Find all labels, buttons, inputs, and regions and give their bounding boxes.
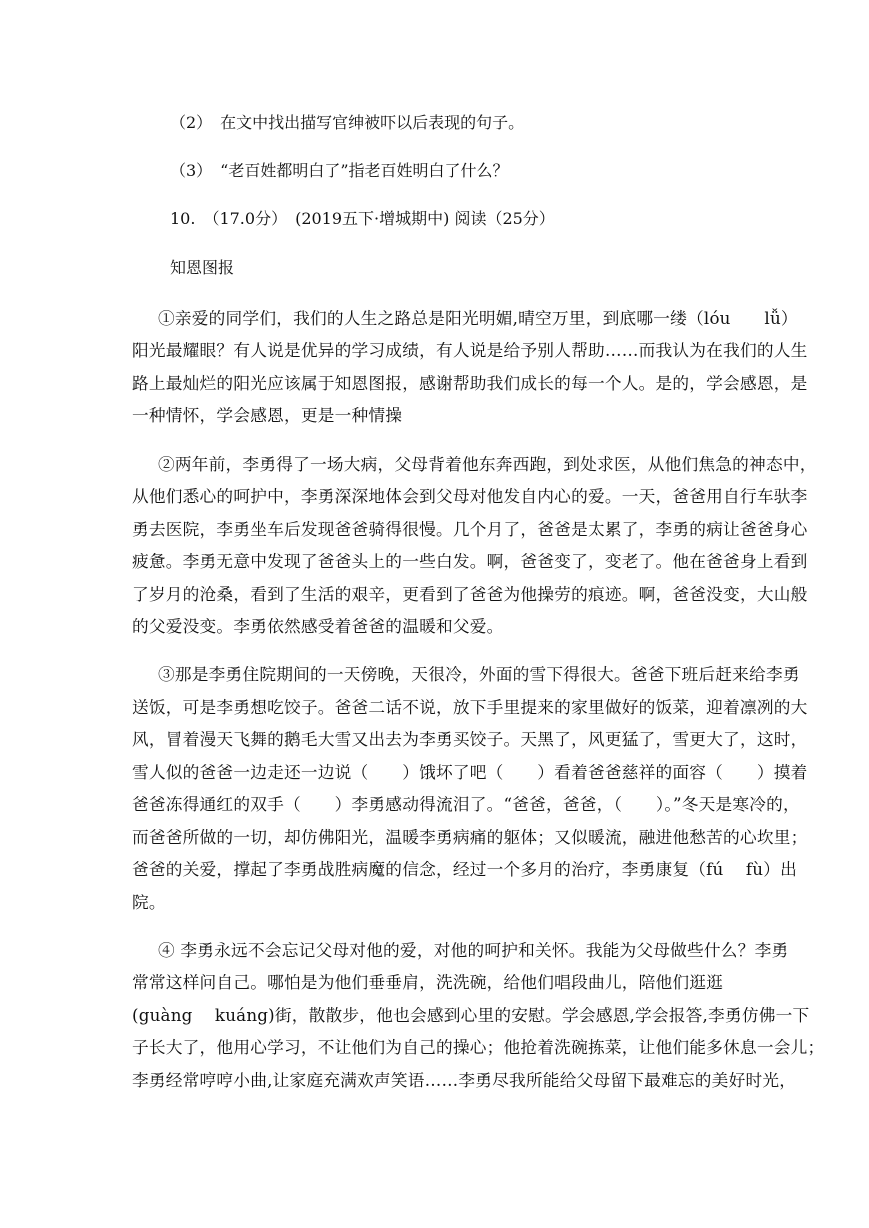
paragraph-3-line-7: 爸爸的关爱，撑起了李勇战胜病魔的信念，经过一个多月的治疗，李勇康复（fú fù）出 xyxy=(132,859,797,879)
paragraph-2-line-6: 的父爱没变。李勇依然感受着爸爸的温暖和父爱。 xyxy=(132,616,504,636)
paragraph-4-line-4: 子长大了，他用心学习，不让他们为自己的操心；他抢着洗碗拣菜，让他们能多休息一会儿； xyxy=(132,1037,825,1057)
paragraph-1-line-3: 路上最灿烂的阳光应该属于知恩图报，感谢帮助我们成长的每一个人。是的，学会感恩，是 xyxy=(132,373,808,393)
passage-title: 知恩图报 xyxy=(170,258,235,277)
paragraph-3-line-5: 爸爸冻得通红的双手（ ）李勇感动得流泪了。“爸爸，爸爸，（ ）。”冬天是寒冷的， xyxy=(132,794,800,814)
paragraph-3-line-6: 而爸爸所做的一切，却仿佛阳光，温暖李勇病痛的躯体；又似暖流，融进他愁苦的心坎里； xyxy=(132,827,808,847)
paragraph-2-line-4: 疲惫。李勇无意中发现了爸爸头上的一些白发。啊，爸爸变了，变老了。他在爸爸身上看到 xyxy=(132,551,808,571)
paragraph-1-line-4: 一种情怀，学会感恩，更是一种情操 xyxy=(132,405,403,425)
paragraph-2-line-2: 从他们悉心的呵护中，李勇深深地体会到父母对他发自内心的爱。一天，爸爸用自行车驮李 xyxy=(132,486,808,506)
paragraph-2-line-3: 勇去医院，李勇坐车后发现爸爸骑得很慢。几个月了，爸爸是太累了，李勇的病让爸爸身心 xyxy=(132,519,808,539)
paragraph-3-line-1: ③那是李勇住院期间的一天傍晚，天很冷，外面的雪下得很大。爸爸下班后赶来给李勇 xyxy=(158,664,800,684)
paragraph-4-line-1: ④ 李勇永远不会忘记父母对他的爱，对他的呵护和关怀。我能为父母做些什么？李勇 xyxy=(158,940,789,960)
question-2: （2） 在文中找出描写官绅被吓以后表现的句子。 xyxy=(170,113,525,132)
paragraph-1-line-1: ①亲爱的同学们，我们的人生之路总是阳光明媚,晴空万里，到底哪一缕（lóu lǚ） xyxy=(158,308,798,328)
paragraph-2-line-1: ②两年前，李勇得了一场大病，父母背着他东奔西跑，到处求医，从他们焦急的神态中， xyxy=(158,454,817,474)
paragraph-4-line-5: 李勇经常哼哼小曲,让家庭充满欢声笑语……李勇尽我所能给父母留下最难忘的美好时光， xyxy=(132,1070,797,1090)
question-3: （3） “老百姓都明白了”指老百姓明白了什么？ xyxy=(170,161,509,180)
question-10-header: 10. （17.0分） (2019五下·增城期中) 阅读（25分） xyxy=(170,209,555,228)
paragraph-2-line-5: 了岁月的沧桑，看到了生活的艰辛，更看到了爸爸为他操劳的痕迹。啊，爸爸没变，大山般 xyxy=(132,584,808,604)
paragraph-1-line-2: 阳光最耀眼？有人说是优异的学习成绩，有人说是给予别人帮助……而我认为在我们的人生 xyxy=(132,340,808,360)
paragraph-3-line-3: 风，冒着漫天飞舞的鹅毛大雪又出去为李勇买饺子。天黑了，风更猛了，雪更大了，这时， xyxy=(132,729,808,749)
paragraph-3-line-4: 雪人似的爸爸一边走还一边说（ ）饿坏了吧（ ）看着爸爸慈祥的面容（ ）摸着 xyxy=(132,762,808,782)
paragraph-4-line-3: (guàng kuáng)街，散散步，他也会感到心里的安慰。学会感恩,学会报答,李勇仿佛一下 xyxy=(132,1005,810,1025)
paragraph-3-line-8: 院。 xyxy=(132,892,166,912)
paragraph-4-line-2: 常常这样问自己。哪怕是为他们垂垂肩，洗洗碗，给他们唱段曲儿，陪他们逛逛 xyxy=(132,972,724,992)
paragraph-3-line-2: 送饭，可是李勇想吃饺子。爸爸二话不说，放下手里提来的家里做好的饭菜，迎着凛冽的大 xyxy=(132,697,808,717)
